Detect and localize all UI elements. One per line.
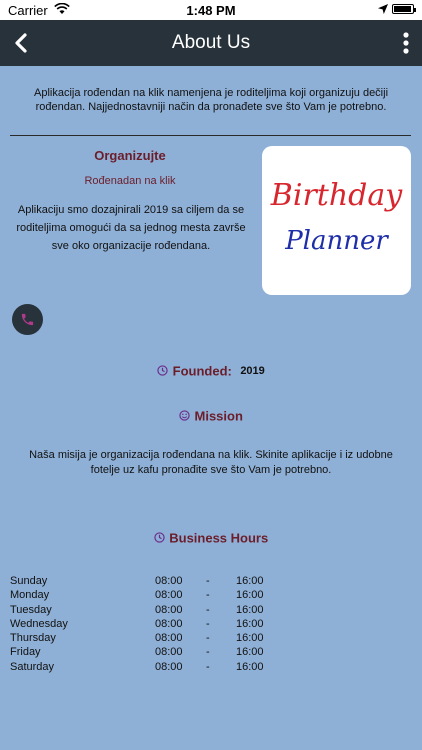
hours-row [10,661,410,675]
navigation-bar [0,20,422,66]
business-hours-heading [0,529,422,547]
hours-separator: - [206,575,210,587]
hours-close: 16:00 [236,660,264,673]
hours-open: 08:00 [155,575,183,587]
hours-separator: - [206,603,210,616]
intro-text: Aplikacija rođendan na klik namenjena je roditeljima koji organizuju dečiji rođendan. Najjednostavniji način da pronađete sve što Vam je potrebno. [33,87,389,113]
hours-day: Wednesday [10,617,68,630]
hours-close: 16:00 [236,575,264,587]
hours-open: 08:00 [155,603,183,616]
hours-separator: - [206,632,210,645]
hours-open: 08:00 [155,589,183,602]
hours-separator: - [206,646,210,659]
logo-line-planner: Planner [285,226,388,256]
hours-row [10,618,410,632]
mission-text: Naša misija je organizacija rođendana na klik. Skinite aplikacije i iz udobne fotelje uz kafu pronađite sve što Vam je potrebno. [29,449,393,476]
organize-text: Aplikaciju smo dozajnirali 2019 sa ciljem da se roditeljima omogući da sa jednog mesta završe sve oko organizacije rođendana. [16,204,246,252]
hours-day: Friday [10,646,41,659]
hours-open: 08:00 [155,617,183,630]
clock-icon [157,365,168,376]
hours-day: Thursday [10,632,56,645]
hours-close: 16:00 [236,617,264,630]
smiley-icon [179,410,190,421]
hours-row [10,632,410,646]
logo-line-birthday: Birthday [270,178,403,213]
hours-row [10,646,410,660]
organize-title: Organizujte [94,148,166,163]
founded-year: 2019 [240,364,265,377]
mission-heading [0,407,422,425]
hours-row [10,589,410,603]
hours-close: 16:00 [236,646,264,659]
carrier-label: Carrier [8,3,48,18]
divider [10,135,411,136]
hours-close: 16:00 [236,603,264,616]
hours-day: Tuesday [10,603,52,616]
hours-day: Monday [10,589,50,602]
call-button[interactable] [12,304,43,335]
battery-icon [392,4,414,14]
hours-close: 16:00 [236,589,264,602]
founded-section [0,362,422,380]
clock-icon [154,532,165,543]
phone-icon [20,312,35,327]
organize-subtitle: Rođenadan na klik [84,175,176,187]
mission-title: Mission [194,408,243,424]
hours-row [10,604,410,618]
status-time: 1:48 PM [186,3,236,18]
app-logo [262,146,411,295]
page-title: About Us [171,32,251,53]
hours-separator: - [206,617,210,630]
hours-day: Sunday [10,575,48,587]
hours-close: 16:00 [236,632,264,645]
hours-separator: - [206,589,210,602]
hours-separator: - [206,660,210,673]
hours-open: 08:00 [155,632,183,645]
location-arrow-icon [378,4,388,14]
more-vertical-icon[interactable] [402,31,410,55]
founded-label: Founded: [172,363,232,379]
status-bar [0,0,422,20]
business-hours-list [10,575,410,675]
hours-open: 08:00 [155,646,183,659]
business-hours-title: Business Hours [169,530,269,546]
hours-day: Saturday [10,660,55,673]
battery-level [394,6,411,12]
hours-row [10,575,410,589]
hours-open: 08:00 [155,660,183,673]
